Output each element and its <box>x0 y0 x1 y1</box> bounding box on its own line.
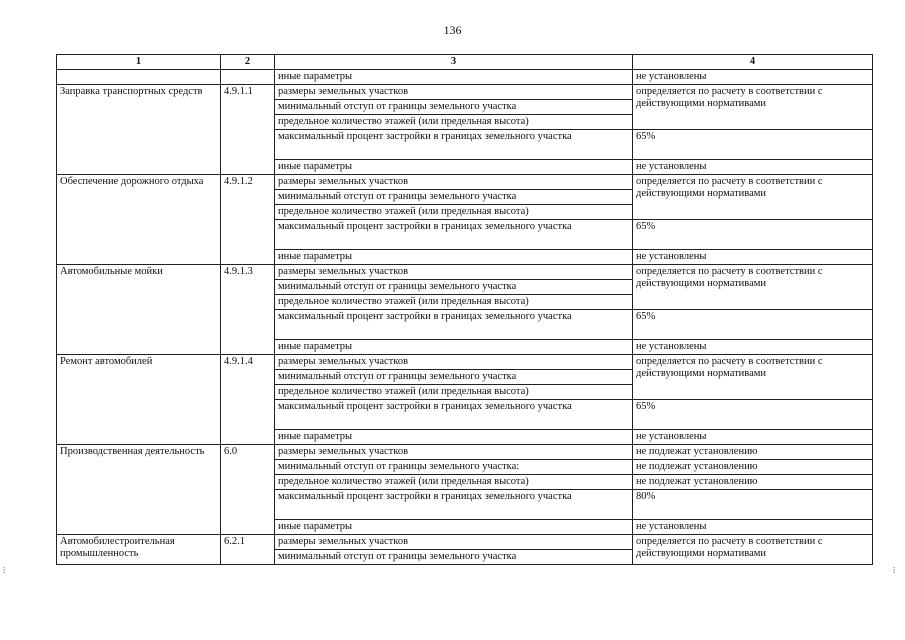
parameter-cell: иные параметры <box>275 70 633 85</box>
empty-cell <box>221 70 275 85</box>
value-cell: 65% <box>633 310 873 340</box>
table-row <box>57 355 873 370</box>
land-use-table <box>56 54 873 565</box>
value-cell: 65% <box>633 130 873 160</box>
value-cell: не подлежат установлению <box>633 445 873 460</box>
parameter-cell: иные параметры <box>275 340 633 355</box>
value-cell: определяется по расчету в соответствии с действующими нормативами <box>633 175 873 220</box>
parameter-cell: предельное количество этажей (или предельная высота) <box>275 385 633 400</box>
parameter-cell: максимальный процент застройки в границах земельного участка <box>275 220 633 250</box>
table-row <box>57 535 873 550</box>
column-header: 2 <box>221 55 275 70</box>
value-cell: не установлены <box>633 430 873 445</box>
value-cell: не установлены <box>633 70 873 85</box>
value-cell: не установлены <box>633 520 873 535</box>
value-cell: 65% <box>633 220 873 250</box>
column-header: 4 <box>633 55 873 70</box>
parameter-cell: предельное количество этажей (или предельная высота) <box>275 115 633 130</box>
use-type-cell: Производственная деятельность <box>57 445 221 535</box>
parameter-cell: максимальный процент застройки в границах земельного участка <box>275 490 633 520</box>
parameter-cell: минимальный отступ от границы земельного участка <box>275 280 633 295</box>
empty-cell <box>57 70 221 85</box>
code-cell: 6.2.1 <box>221 535 275 565</box>
use-type-cell: Автомобильные мойки <box>57 265 221 355</box>
parameter-cell: иные параметры <box>275 520 633 535</box>
parameter-cell: размеры земельных участков <box>275 265 633 280</box>
parameter-cell: максимальный процент застройки в границах земельного участка <box>275 130 633 160</box>
parameter-cell: иные параметры <box>275 160 633 175</box>
value-cell: не установлены <box>633 340 873 355</box>
value-cell: определяется по расчету в соответствии с действующими нормативами <box>633 85 873 130</box>
code-cell: 4.9.1.1 <box>221 85 275 175</box>
parameter-cell: размеры земельных участков <box>275 355 633 370</box>
parameter-cell: минимальный отступ от границы земельного участка <box>275 370 633 385</box>
table-row <box>57 70 873 85</box>
code-cell: 4.9.1.2 <box>221 175 275 265</box>
parameter-cell: минимальный отступ от границы земельного участка <box>275 550 633 565</box>
margin-mark: ⁞ <box>893 566 896 575</box>
header-row <box>57 55 873 70</box>
column-header: 1 <box>57 55 221 70</box>
parameter-cell: минимальный отступ от границы земельного участка <box>275 100 633 115</box>
use-type-cell: Заправка транспортных средств <box>57 85 221 175</box>
table-row <box>57 175 873 190</box>
value-cell: не установлены <box>633 250 873 265</box>
parameter-cell: максимальный процент застройки в границах земельного участка <box>275 400 633 430</box>
column-header: 3 <box>275 55 633 70</box>
parameter-cell: минимальный отступ от границы земельного участка <box>275 190 633 205</box>
parameter-cell: минимальный отступ от границы земельного участка: <box>275 460 633 475</box>
parameter-cell: размеры земельных участков <box>275 535 633 550</box>
page-number: 136 <box>443 23 462 37</box>
parameter-cell: размеры земельных участков <box>275 445 633 460</box>
value-cell: определяется по расчету в соответствии с действующими нормативами <box>633 535 873 565</box>
table-body <box>57 70 873 565</box>
parameter-cell: предельное количество этажей (или предельная высота) <box>275 205 633 220</box>
use-type-cell: Автомобилестроительная промышленность <box>57 535 221 565</box>
parameter-cell: предельное количество этажей (или предельная высота) <box>275 475 633 490</box>
parameter-cell: максимальный процент застройки в границах земельного участка <box>275 310 633 340</box>
code-cell: 6.0 <box>221 445 275 535</box>
code-cell: 4.9.1.4 <box>221 355 275 445</box>
value-cell: не установлены <box>633 160 873 175</box>
table-row <box>57 445 873 460</box>
table-row <box>57 85 873 100</box>
value-cell: 80% <box>633 490 873 520</box>
parameter-cell: размеры земельных участков <box>275 175 633 190</box>
value-cell: определяется по расчету в соответствии с действующими нормативами <box>633 355 873 400</box>
parameter-cell: размеры земельных участков <box>275 85 633 100</box>
parameter-cell: предельное количество этажей (или предельная высота) <box>275 295 633 310</box>
use-type-cell: Обеспечение дорожного отдыха <box>57 175 221 265</box>
value-cell: не подлежат установлению <box>633 475 873 490</box>
value-cell: определяется по расчету в соответствии с действующими нормативами <box>633 265 873 310</box>
use-type-cell: Ремонт автомобилей <box>57 355 221 445</box>
parameter-cell: иные параметры <box>275 250 633 265</box>
parameter-cell: иные параметры <box>275 430 633 445</box>
value-cell: 65% <box>633 400 873 430</box>
margin-mark: ⁞ <box>3 566 6 575</box>
value-cell: не подлежат установлению <box>633 460 873 475</box>
table-row <box>57 265 873 280</box>
code-cell: 4.9.1.3 <box>221 265 275 355</box>
